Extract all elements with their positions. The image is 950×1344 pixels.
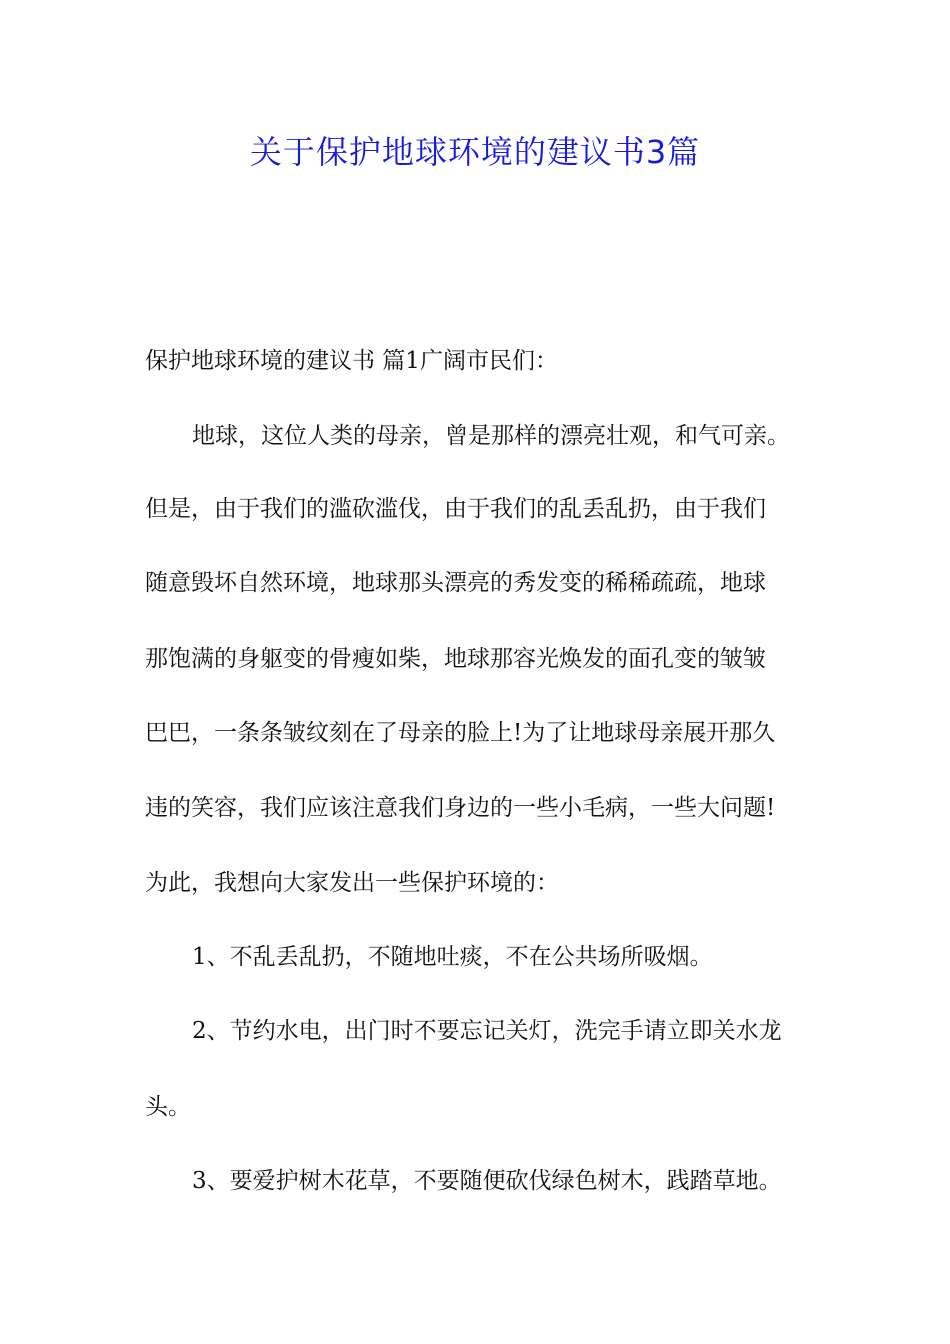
paragraph-line: 地球，这位人类的母亲，曾是那样的漂亮壮观，和气可亲。 (192, 423, 790, 449)
list-item-line: 1、不乱丢乱扔，不随地吐痰，不在公共场所吸烟。 (192, 944, 713, 970)
list-item-line: 头。 (145, 1094, 191, 1120)
paragraph-line: 但是，由于我们的滥砍滥伐，由于我们的乱丢乱扔，由于我们 (145, 496, 766, 522)
document-title: 关于保护地球环境的建议书3篇 (249, 133, 701, 171)
list-item-line: 3、要爱护树木花草，不要随便砍伐绿色树木，践踏草地。 (192, 1168, 782, 1194)
paragraph-line: 违的笑容，我们应该注意我们身边的一些小毛病，一些大问题! (145, 795, 776, 821)
list-item-line: 2、节约水电，出门时不要忘记关灯，洗完手请立即关水龙 (192, 1018, 782, 1044)
paragraph-line: 那饱满的身躯变的骨瘦如柴，地球那容光焕发的面孔变的皱皱 (145, 646, 766, 672)
paragraph-line: 巴巴，一条条皱纹刻在了母亲的脸上!为了让地球母亲展开那久 (145, 720, 776, 746)
section-heading-line: 保护地球环境的建议书 篇1广阔市民们： (145, 348, 558, 374)
paragraph-line: 随意毁坏自然环境，地球那头漂亮的秀发变的稀稀疏疏，地球 (145, 570, 766, 596)
paragraph-line: 为此，我想向大家发出一些保护环境的： (145, 870, 559, 896)
